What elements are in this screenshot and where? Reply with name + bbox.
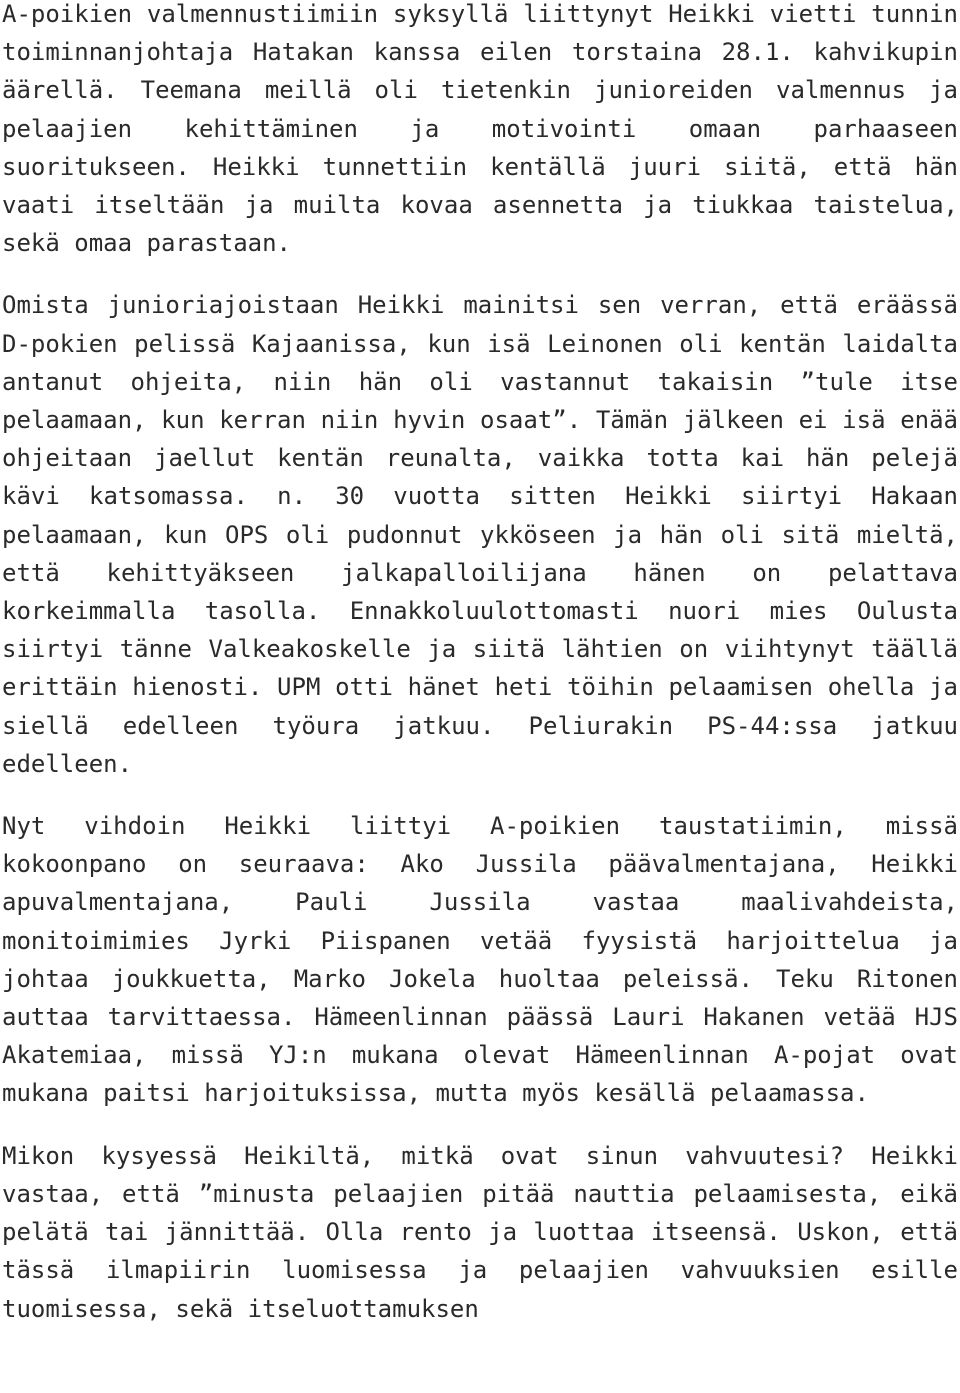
article-body <box>2 0 958 1328</box>
article-paragraph-4: Mikon kysyessä Heikiltä, mitkä ovat sinun vahvuutesi? Heikki vastaa, että ”minusta pelaajien pitää nauttia pelaamisesta, eikä pelätä tai jännittää. Olla rento ja luottaa itseensä. Uskon, että tässä ilmapiirin luomisessa ja pelaajien vahvuuksien esille tuomisessa, sekä itseluottamuksen <box>2 1141 958 1323</box>
article-paragraph-1: A-poikien valmennustiimiin syksyllä liittynyt Heikki vietti tunnin toiminnanjohtaja Hatakan kanssa eilen torstaina 28.1. kahvikupin äärellä. Teemana meillä oli tietenkin junioreiden valmennus ja pelaajien kehittäminen ja motivointi omaan parhaaseen suoritukseen. Heikki tunnettiin kentällä juuri siitä, että hän vaati itseltään ja muilta kovaa asennetta ja tiukkaa taistelua, sekä omaa parastaan. <box>2 0 958 258</box>
article-paragraph-3: Nyt vihdoin Heikki liittyi A-poikien taustatiimin, missä kokoonpano on seuraava: Ako Jussila päävalmentajana, Heikki apuvalmentajana, Pauli Jussila vastaa maalivahdeista, monitoimimies Jyrki Piispanen vetää fyysistä harjoittelua ja johtaa joukkuetta, Marko Jokela huoltaa peleissä. Teku Ritonen auttaa tarvittaessa. Hämeenlinnan päässä Lauri Hakanen vetää HJS Akatemiaa, missä YJ:n mukana olevat Hämeenlinnan A-pojat ovat mukana paitsi harjoituksissa, mutta myös kesällä pelaamassa. <box>2 812 958 1108</box>
article-paragraph-2: Omista junioriajoistaan Heikki mainitsi sen verran, että eräässä D-pokien pelissä Kajaanissa, kun isä Leinonen oli kentän laidalta antanut ohjeita, niin hän oli vastannut takaisin ”tule itse pelaamaan, kun kerran niin hyvin osaat”. Tämän jälkeen ei isä enää ohjeitaan jaellut kentän reunalta, vaikka totta kai hän pelejä kävi katsomassa. n. 30 vuotta sitten Heikki siirtyi Hakaan pelaamaan, kun OPS oli pudonnut ykköseen ja hän oli sitä mieltä, että kehittyäkseen jalkapalloilijana hänen on pelattava korkeimmalla tasolla. Ennakkoluulottomasti nuori mies Oulusta siirtyi tänne Valkeakoskelle ja siitä lähtien on viihtynyt täällä erittäin hienosti. UPM otti hänet heti töihin pelaamisen ohella ja siellä edelleen työura jatkuu. Peliurakin PS-44:ssa jatkuu edelleen. <box>2 291 958 778</box>
